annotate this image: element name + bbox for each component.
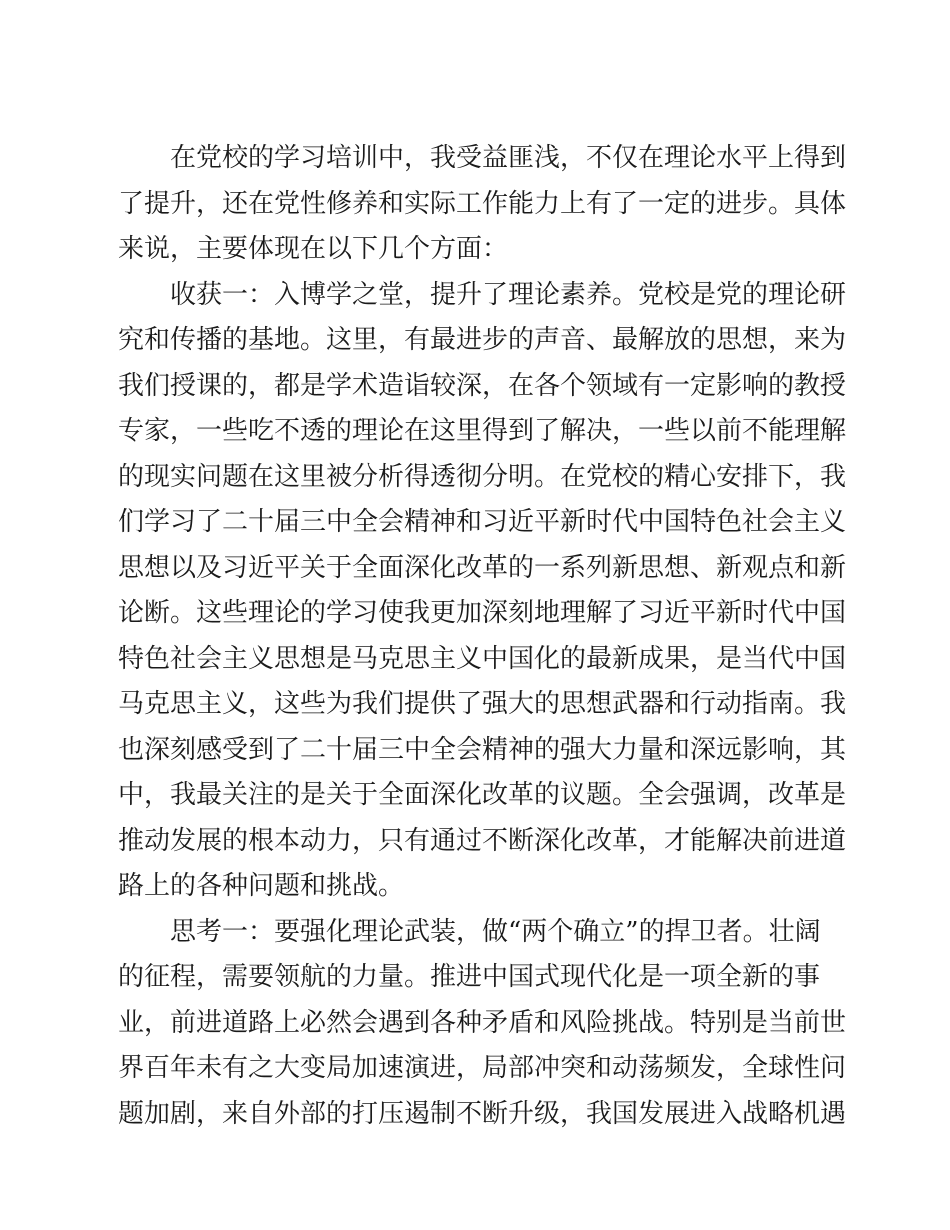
text-line: 来说，主要体现在以下几个方面： (118, 234, 509, 264)
paragraph-intro (118, 136, 847, 273)
text-line: 推动发展的根本动力，只有通过不断深化改革，才能解决前进道 (118, 825, 847, 856)
text-line: 马克思主义，这些为我们提供了强大的思想武器和行动指南。我 (118, 689, 847, 719)
paragraph-gain-one (118, 273, 847, 910)
text-line: 也深刻感受到了二十届三中全会精神的强大力量和深远影响，其 (118, 734, 847, 765)
text-line: 的征程，需要领航的力量。推进中国式现代化是一项全新的事 (118, 962, 821, 992)
text-line: 界百年未有之大变局加速演进，局部冲突和动荡频发，全球性问 (118, 1053, 847, 1083)
text-line: 题加剧，来自外部的打压遏制不断升级，我国发展进入战略机遇 (118, 1098, 847, 1129)
text-line: 究和传播的基地。这里，有最进步的声音、最解放的思想，来为 (118, 325, 847, 355)
text-line: 论断。这些理论的学习使我更加深刻地理解了习近平新时代中国 (118, 598, 847, 628)
document-body (118, 136, 847, 1137)
text-line: 收获一：入博学之堂，提升了理论素养。党校是党的理论研 (170, 279, 847, 310)
text-line: 专家，一些吃不透的理论在这里得到了解决，一些以前不能理解 (118, 416, 847, 446)
text-line: 我们授课的，都是学术造诣较深，在各个领域有一定影响的教授 (118, 370, 847, 401)
text-line: 中，我最关注的是关于全面深化改革的议题。全会强调，改革是 (118, 780, 847, 810)
text-line: 思想以及习近平关于全面深化改革的一系列新思想、新观点和新 (118, 552, 847, 583)
text-line: 在党校的学习培训中，我受益匪浅，不仅在理论水平上得到 (170, 143, 847, 173)
text-line: 们学习了二十届三中全会精神和习近平新时代中国特色社会主义 (118, 507, 847, 537)
text-line: 了提升，还在党性修养和实际工作能力上有了一定的进步。具体 (118, 188, 847, 219)
text-line: 的现实问题在这里被分析得透彻分明。在党校的精心安排下，我 (118, 461, 847, 492)
text-line: 路上的各种问题和挑战。 (118, 871, 405, 901)
text-line: 思考一：要强化理论武装，做“两个确立”的捍卫者。壮阔 (170, 916, 821, 947)
text-line: 业，前进道路上必然会遇到各种矛盾和风险挑战。特别是当前世 (118, 1007, 847, 1038)
text-line: 特色社会主义思想是马克思主义中国化的最新成果，是当代中国 (118, 643, 847, 674)
paragraph-thought-one (118, 910, 847, 1138)
